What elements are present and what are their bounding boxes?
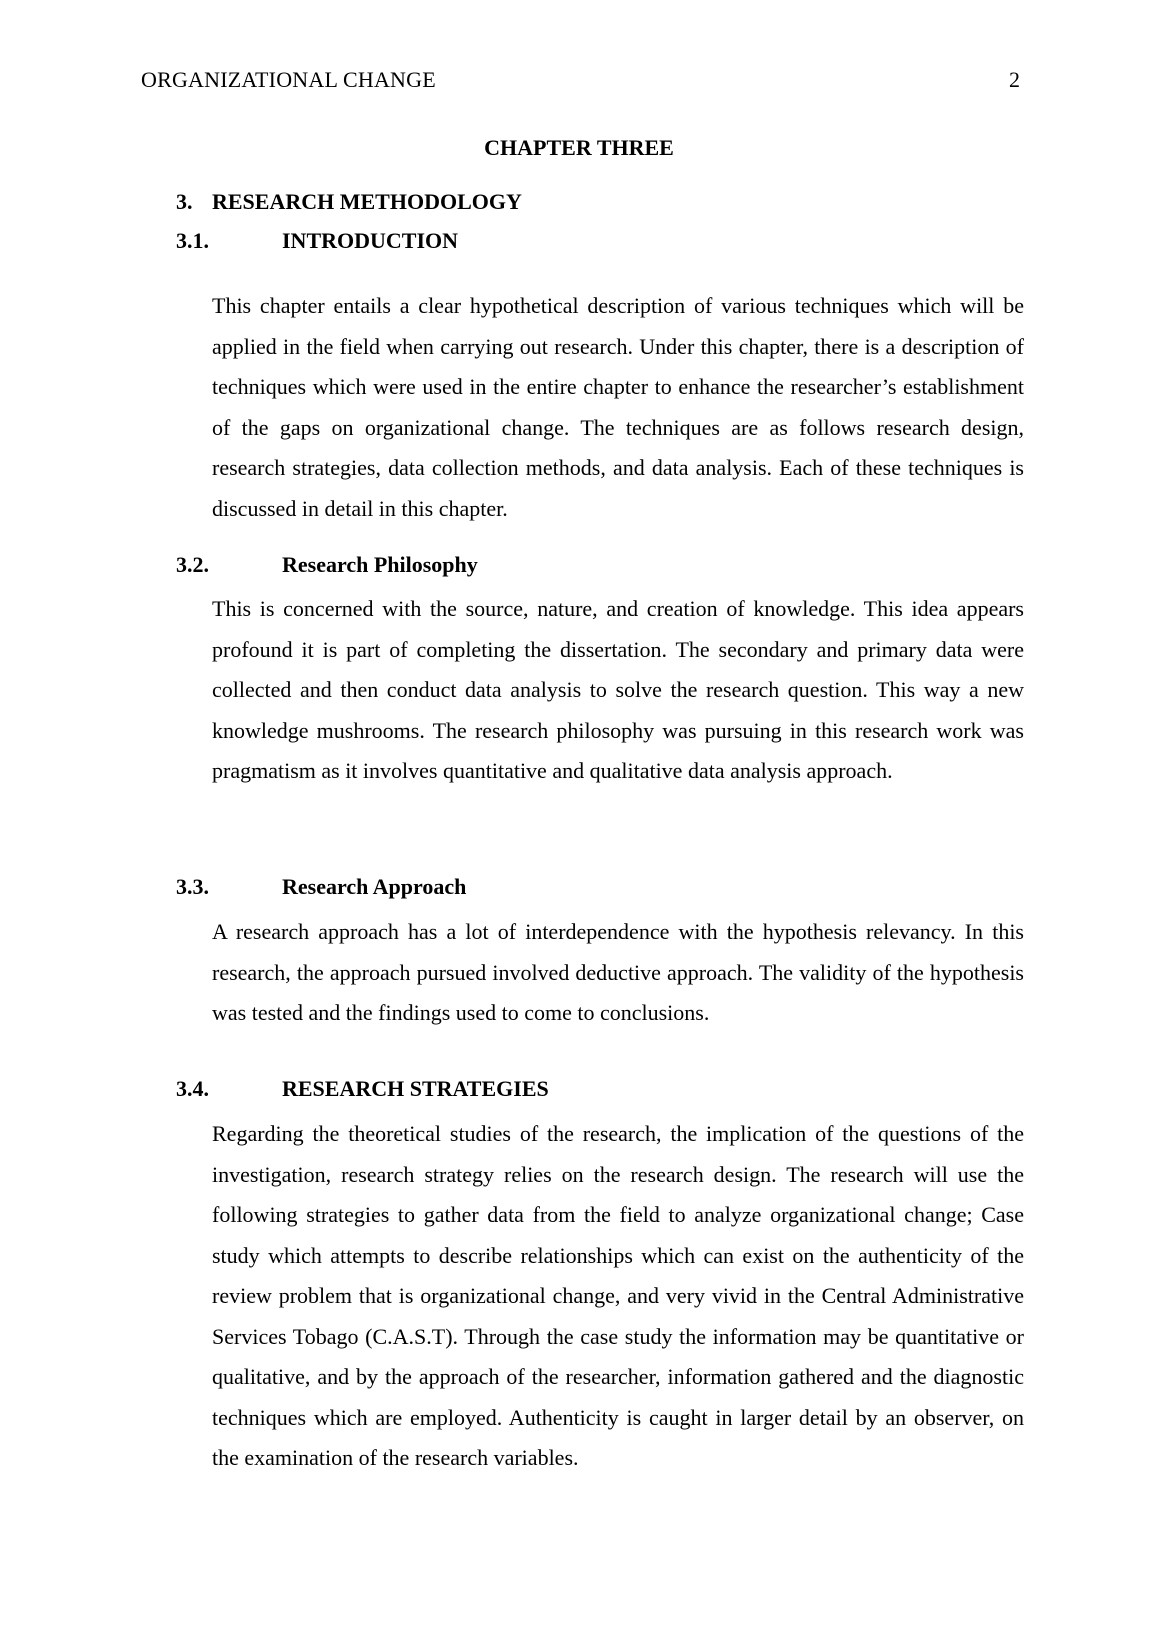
section-body-research-philosophy: This is concerned with the source, nature, and creation of knowledge. This idea appears profound it is part of completing the dissertation. The secondary and primary data were collected and then conduct data analysis to solve the research question. This way a new knowledge mushrooms. The research philosophy was pursuing in this research work was pragmatism as it involves quantitative and qualitative data analysis approach. xyxy=(212,596,1024,783)
section-body-introduction: This chapter entails a clear hypothetical description of various techniques which will be applied in the field when carrying out research. Under this chapter, there is a description of techniques which were used in the entire chapter to enhance the researcher’s establishment of the gaps on organizational change. The techniques are as follows research design, research strategies, data collection methods, and data analysis. Each of these techniques is discussed in detail in this chapter. xyxy=(212,293,1024,521)
section-number: 3.4. xyxy=(176,1076,209,1101)
section-number: 3.3. xyxy=(176,874,209,899)
section-number: 3.2. xyxy=(176,552,209,577)
section-title: RESEARCH METHODOLOGY xyxy=(212,189,522,214)
section-title: Research Philosophy xyxy=(282,552,478,577)
section-number: 3.1. xyxy=(176,228,209,253)
page-number: 2 xyxy=(1009,67,1020,92)
section-title: Research Approach xyxy=(282,874,467,899)
section-body-research-approach: A research approach has a lot of interdependence with the hypothesis relevancy. In this research, the approach pursued involved deductive approach. The validity of the hypothesis was tested and the findings used to come to conclusions. xyxy=(212,919,1024,1025)
section-body-research-strategies: Regarding the theoretical studies of the research, the implication of the questions of the investigation, research strategy relies on the research design. The research will use the following strategies to gather data from the field to analyze organizational change; Case study which attempts to describe relationships which can exist on the authenticity of the review problem that is organizational change, and very vivid in the Central Administrative Services Tobago (C.A.S.T). Through the case study the information may be quantitative or qualitative, and by the approach of the researcher, information gathered and the diagnostic techniques which are employed. Authenticity is caught in larger detail by an observer, on the examination of the research variables. xyxy=(212,1121,1024,1470)
chapter-title: CHAPTER THREE xyxy=(484,135,674,160)
running-head: ORGANIZATIONAL CHANGE xyxy=(141,67,436,92)
section-number: 3. xyxy=(176,189,193,214)
section-title: RESEARCH STRATEGIES xyxy=(282,1076,549,1101)
section-title: INTRODUCTION xyxy=(282,228,459,253)
